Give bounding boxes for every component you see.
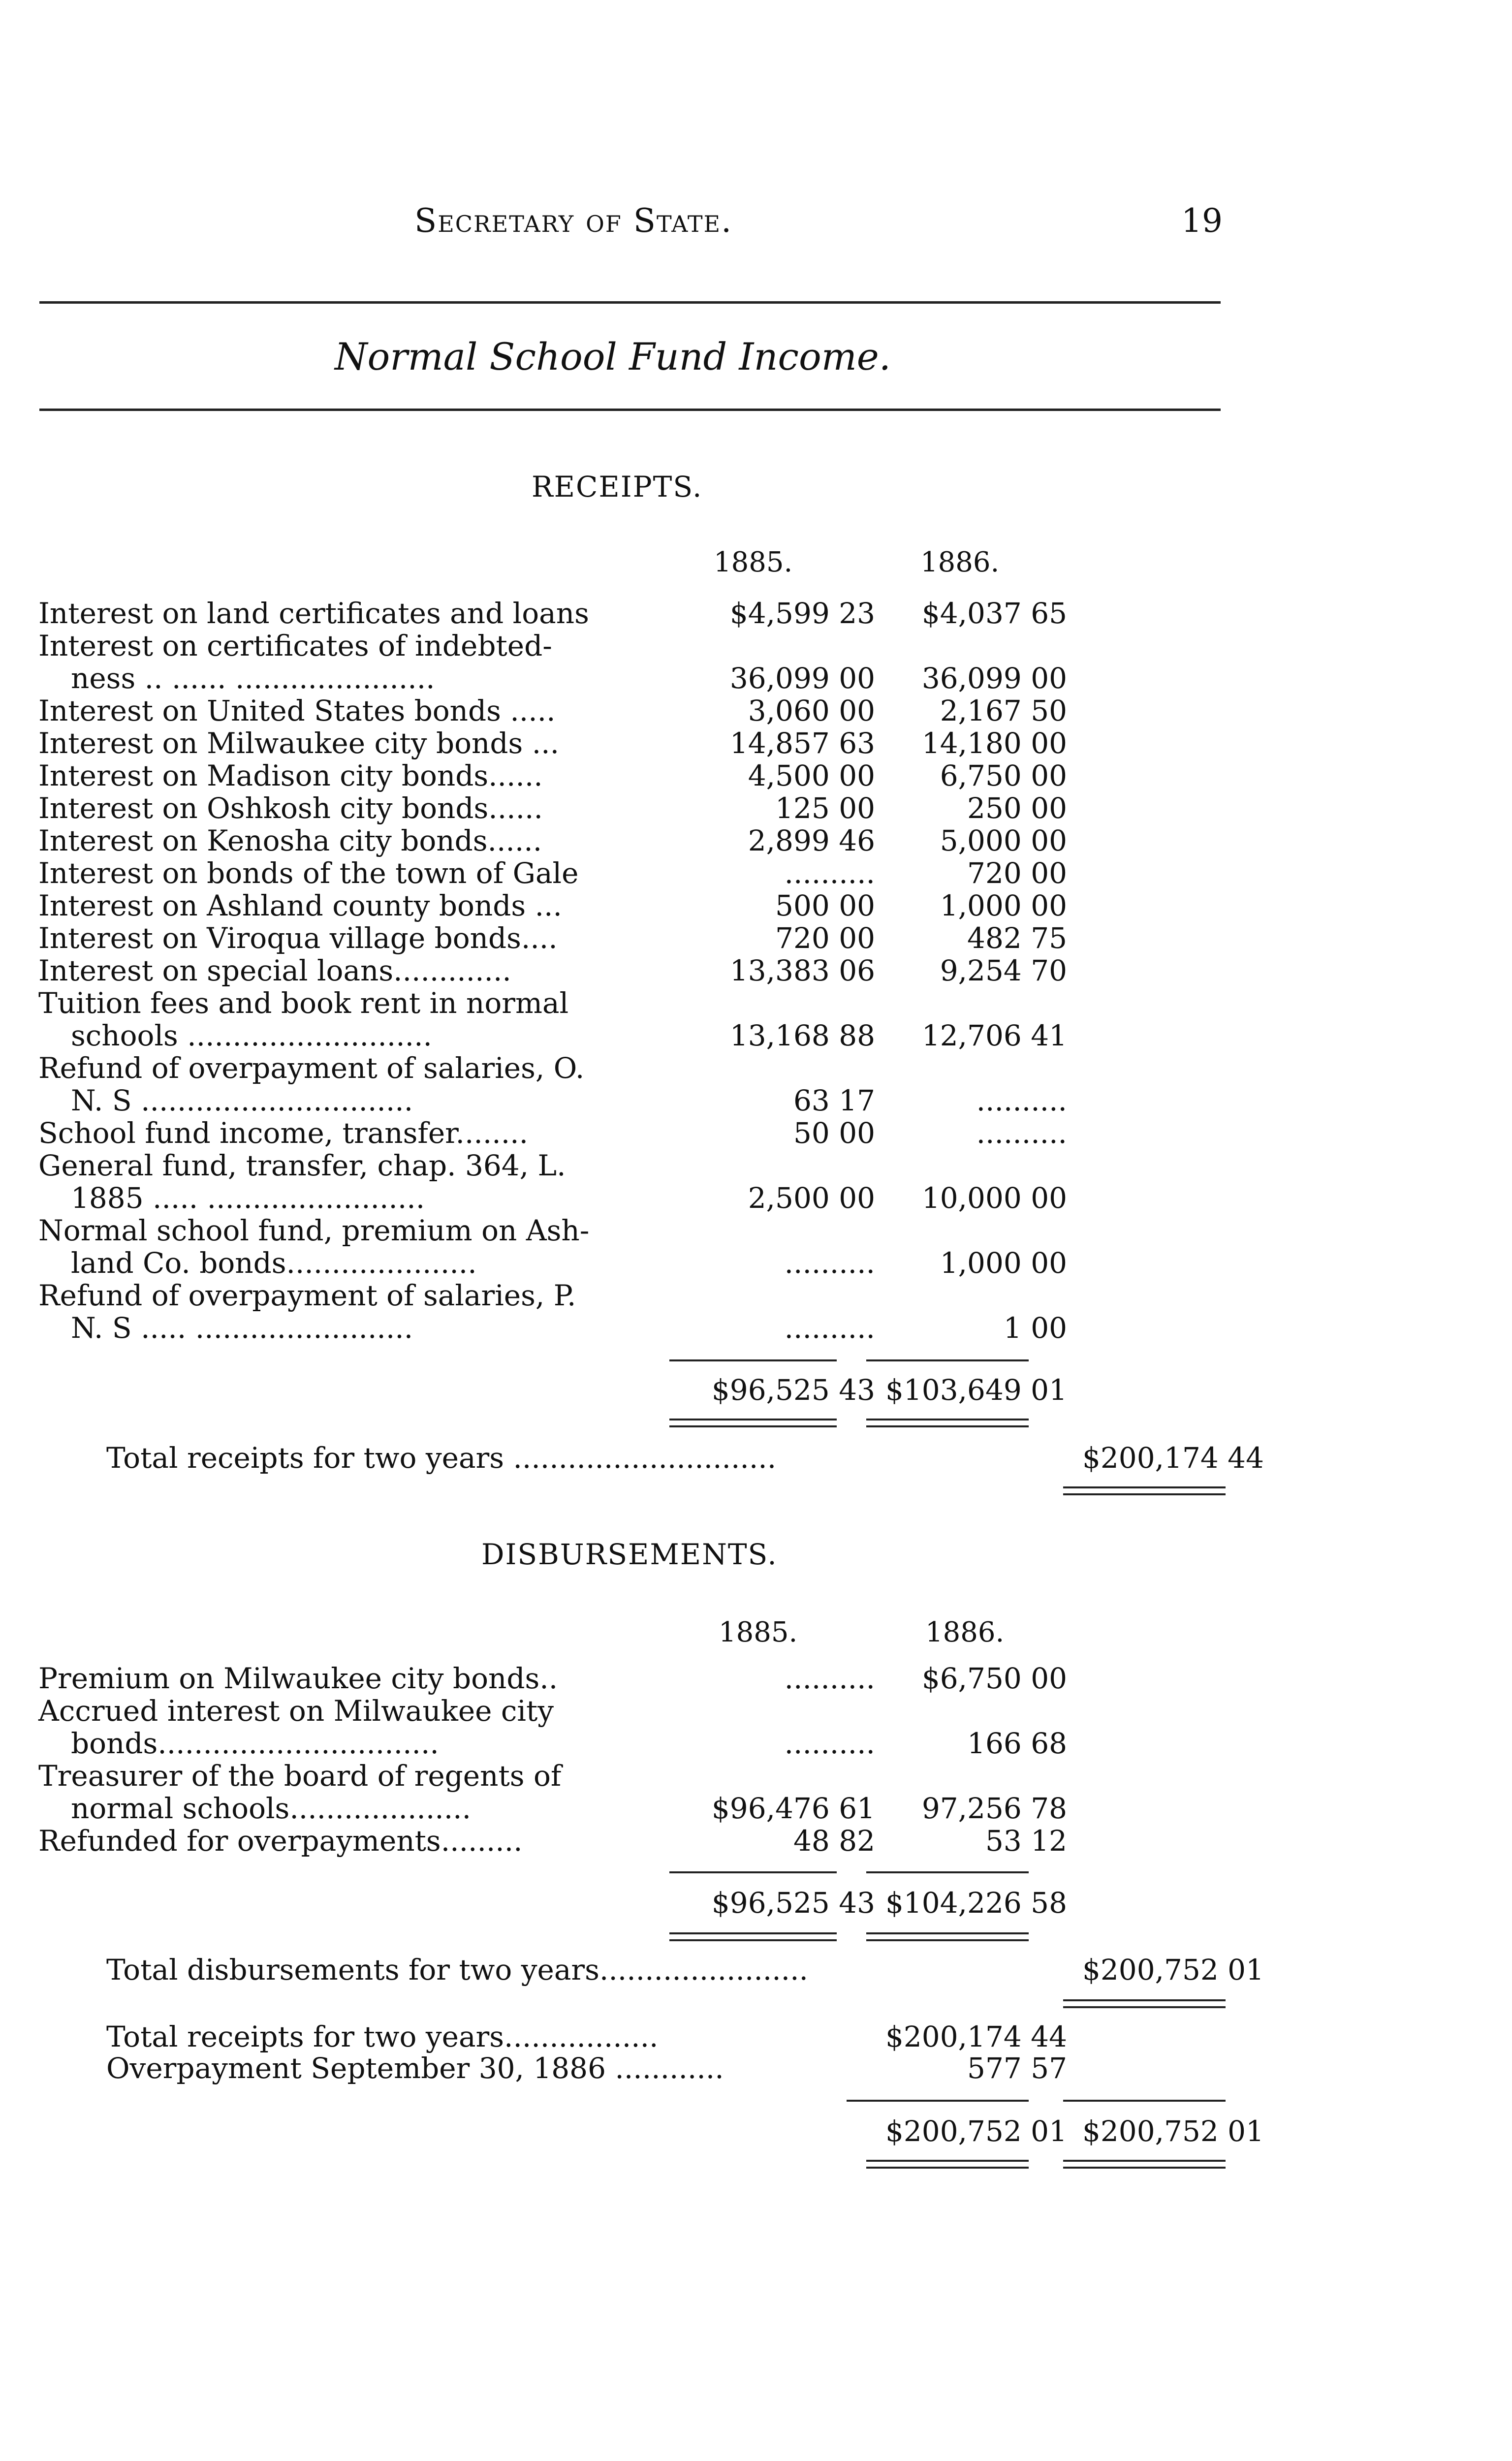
disbursement-row: Treasurer of the board of regents of <box>38 1759 562 1793</box>
receipt-row: Interest on Milwaukee city bonds ... 14,857 63 14,180 00 <box>38 726 1067 760</box>
header-rule <box>39 301 1221 304</box>
disbursement-row: normal schools.................... $96,476 61 97,256 78 <box>71 1792 1067 1825</box>
double-rule <box>669 1932 837 1934</box>
disbursements-subtotal-row: $96,525 43 $104,226 58 <box>711 1886 1067 1920</box>
receipt-row: N. S ..... ........................ .......... 1 00 <box>71 1311 1067 1345</box>
receipt-row: Interest on special loans............. 13,383 06 9,254 70 <box>38 954 1067 987</box>
double-rule <box>866 1425 1029 1427</box>
sum-rule <box>669 1871 837 1873</box>
summary-total-row: $200,752 01 $200,752 01 <box>885 2114 1264 2148</box>
receipt-row: schools ........................... 13,168 88 12,706 41 <box>71 1019 1067 1052</box>
double-rule <box>866 2160 1029 2162</box>
double-rule <box>1063 2160 1226 2162</box>
sum-rule <box>866 1359 1029 1361</box>
sum-rule <box>1063 2100 1226 2102</box>
receipt-row: Normal school fund, premium on Ash- <box>38 1214 590 1247</box>
double-rule <box>669 1419 837 1420</box>
receipts-year-1886: 1886. <box>920 546 1000 578</box>
disbursement-row: bonds............................... .......... 166 68 <box>71 1727 1067 1760</box>
sum-rule <box>866 1871 1029 1873</box>
receipt-row: General fund, transfer, chap. 364, L. <box>38 1149 566 1182</box>
disbursements-grand-total-row: Total disbursements for two years....................... $200,752 01 <box>106 1953 1264 1987</box>
double-rule <box>669 1939 837 1941</box>
sum-rule <box>669 1359 837 1361</box>
receipt-row: Tuition fees and book rent in normal <box>38 986 569 1020</box>
disbursements-year-1886: 1886. <box>925 1616 1005 1648</box>
receipt-row: Interest on Madison city bonds...... 4,500 00 6,750 00 <box>38 759 1067 792</box>
disbursement-row: Premium on Milwaukee city bonds.. .......... $6,750 00 <box>38 1662 1067 1695</box>
double-rule <box>866 1939 1029 1941</box>
double-rule <box>1063 1486 1226 1488</box>
double-rule <box>1063 2006 1226 2008</box>
receipt-row: Interest on Oshkosh city bonds...... 125 00 250 00 <box>38 791 1067 825</box>
double-rule <box>1063 1493 1226 1495</box>
double-rule <box>1063 2167 1226 2169</box>
double-rule <box>866 1932 1029 1934</box>
receipt-row: Interest on land certificates and loans $4,599 23 $4,037 65 <box>38 597 1067 630</box>
receipt-row: N. S .............................. 63 17 .......... <box>71 1084 1067 1117</box>
receipts-year-1885: 1885. <box>714 546 793 578</box>
receipt-row: Interest on United States bonds ..... 3,060 00 2,167 50 <box>38 694 1067 727</box>
receipt-row: land Co. bonds..................... .......... 1,000 00 <box>71 1246 1067 1280</box>
receipt-row: ness .. ...... ...................... 36,099 00 36,099 00 <box>71 662 1067 695</box>
receipt-row: Interest on Viroqua village bonds.... 720 00 482 75 <box>38 921 1067 955</box>
receipt-row: Interest on certificates of indebted- <box>38 629 552 663</box>
disbursement-row: Refunded for overpayments......... 48 82 53 12 <box>38 1824 1067 1858</box>
double-rule <box>866 1419 1029 1420</box>
double-rule <box>1063 1999 1226 2001</box>
title-rule <box>39 409 1221 411</box>
receipt-row: Interest on Ashland county bonds ... 500 00 1,000 00 <box>38 889 1067 922</box>
page-title: Normal School Fund Income. <box>335 335 891 379</box>
disbursements-heading: DISBURSEMENTS. <box>481 1538 778 1571</box>
disbursement-row: Accrued interest on Milwaukee city <box>38 1694 554 1728</box>
receipts-subtotal-row: $96,525 43 $103,649 01 <box>711 1373 1067 1407</box>
receipt-row: Refund of overpayment of salaries, O. <box>38 1051 585 1085</box>
receipt-row: 1885 ..... ........................ 2,500 00 10,000 00 <box>71 1181 1067 1215</box>
receipt-row: Interest on bonds of the town of Gale .......... 720 00 <box>38 856 1067 890</box>
receipt-row: Refund of overpayment of salaries, P. <box>38 1279 576 1312</box>
receipt-row: School fund income, transfer........ 50 00 .......... <box>38 1116 1067 1150</box>
summary-row: Overpayment September 30, 1886 ............ 577 57 <box>106 2051 1067 2085</box>
receipt-row: Interest on Kenosha city bonds...... 2,899 46 5,000 00 <box>38 824 1067 857</box>
running-header: Secretary of State. <box>414 202 733 240</box>
double-rule <box>669 1425 837 1427</box>
double-rule <box>866 2167 1029 2169</box>
disbursements-year-1885: 1885. <box>719 1616 798 1648</box>
receipts-grand-total-row: Total receipts for two years ............................. $200,174 44 <box>106 1441 1264 1475</box>
receipts-heading: RECEIPTS. <box>532 470 703 504</box>
page-number: 19 <box>1181 202 1223 240</box>
summary-row: Total receipts for two years................. $200,174 44 <box>106 2020 1067 2053</box>
sum-rule <box>847 2100 1029 2102</box>
